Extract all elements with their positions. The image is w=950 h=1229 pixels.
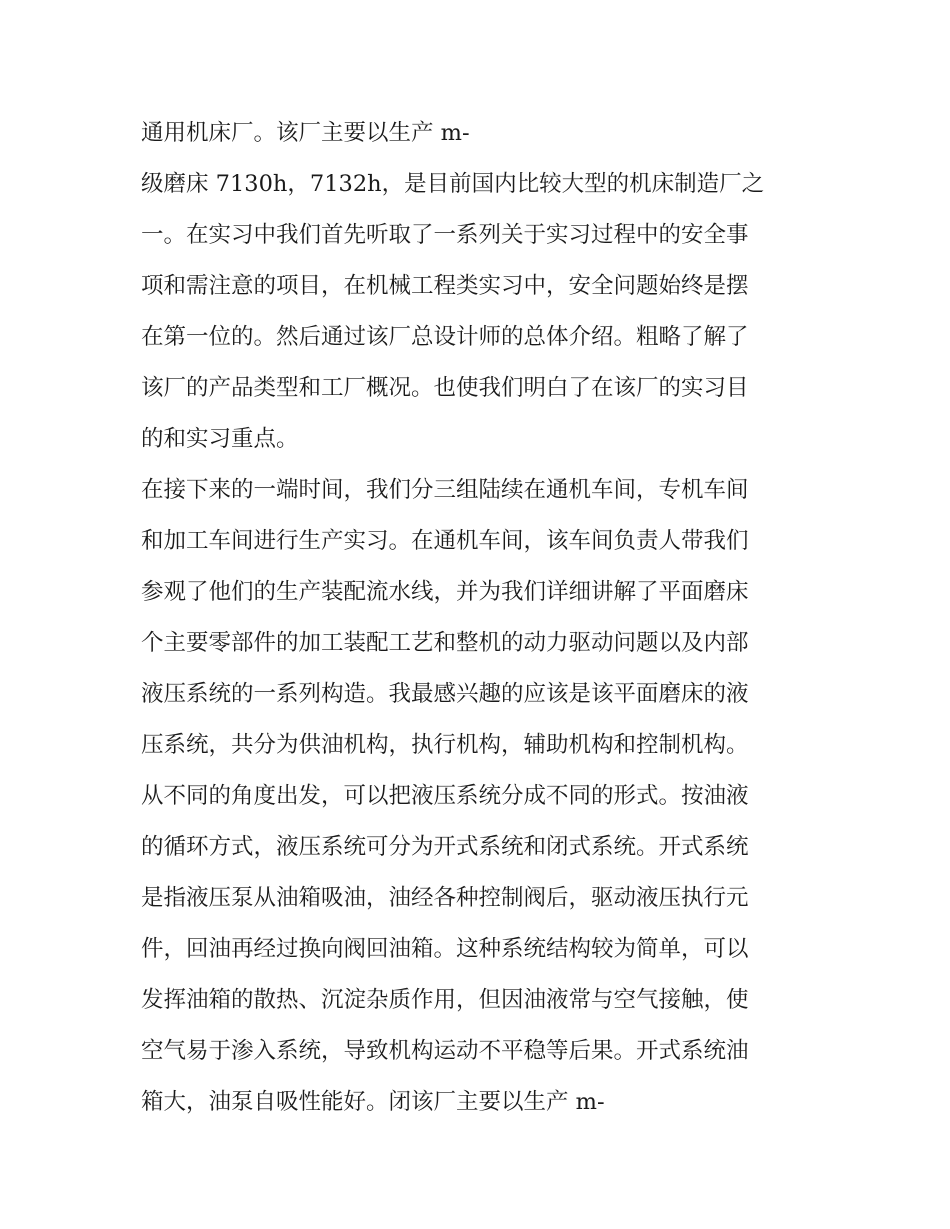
text-line: 在接下来的一端时间，我们分三组陆续在通机车间，专机车间 [141,477,749,503]
text-line: 的循环方式，液压系统可分为开式系统和闭式系统。开式系统 [141,834,749,860]
text-line: 级磨床 7130h，7132h，是目前国内比较大型的机床制造厂之 [141,171,765,197]
text-line: 通用机床厂。该厂主要以生产 m- [141,120,470,146]
text-line: 和加工车间进行生产实习。在通机车间，该车间负责人带我们 [141,528,749,554]
text-line: 项和需注意的项目，在机械工程类实习中，安全问题始终是摆 [141,273,749,299]
text-line: 从不同的角度出发，可以把液压系统分成不同的形式。按油液 [141,783,749,809]
text-line: 参观了他们的生产装配流水线，并为我们详细讲解了平面磨床 [141,579,749,605]
text-line: 在第一位的。然后通过该厂总设计师的总体介绍。粗略了解了 [141,324,749,350]
text-line: 箱大，油泵自吸性能好。闭该厂主要以生产 m- [141,1089,605,1115]
text-line: 是指液压泵从油箱吸油，油经各种控制阀后，驱动液压执行元 [141,885,749,911]
text-line: 压系统，共分为供油机构，执行机构，辅助机构和控制机构。 [141,732,749,758]
text-line: 空气易于渗入系统，导致机构运动不平稳等后果。开式系统油 [141,1038,749,1064]
text-line: 件，回油再经过换向阀回油箱。这种系统结构较为简单，可以 [141,936,749,962]
text-line: 的和实习重点。 [141,426,299,452]
text-line: 个主要零部件的加工装配工艺和整机的动力驱动问题以及内部 [141,630,749,656]
body-text [141,108,821,1128]
text-line: 该厂的产品类型和工厂概况。也使我们明白了在该厂的实习目 [141,375,749,401]
text-line: 液压系统的一系列构造。我最感兴趣的应该是该平面磨床的液 [141,681,749,707]
text-line: 发挥油箱的散热、沉淀杂质作用，但因油液常与空气接触，使 [141,987,749,1013]
text-line: 一。在实习中我们首先听取了一系列关于实习过程中的安全事 [141,222,749,248]
